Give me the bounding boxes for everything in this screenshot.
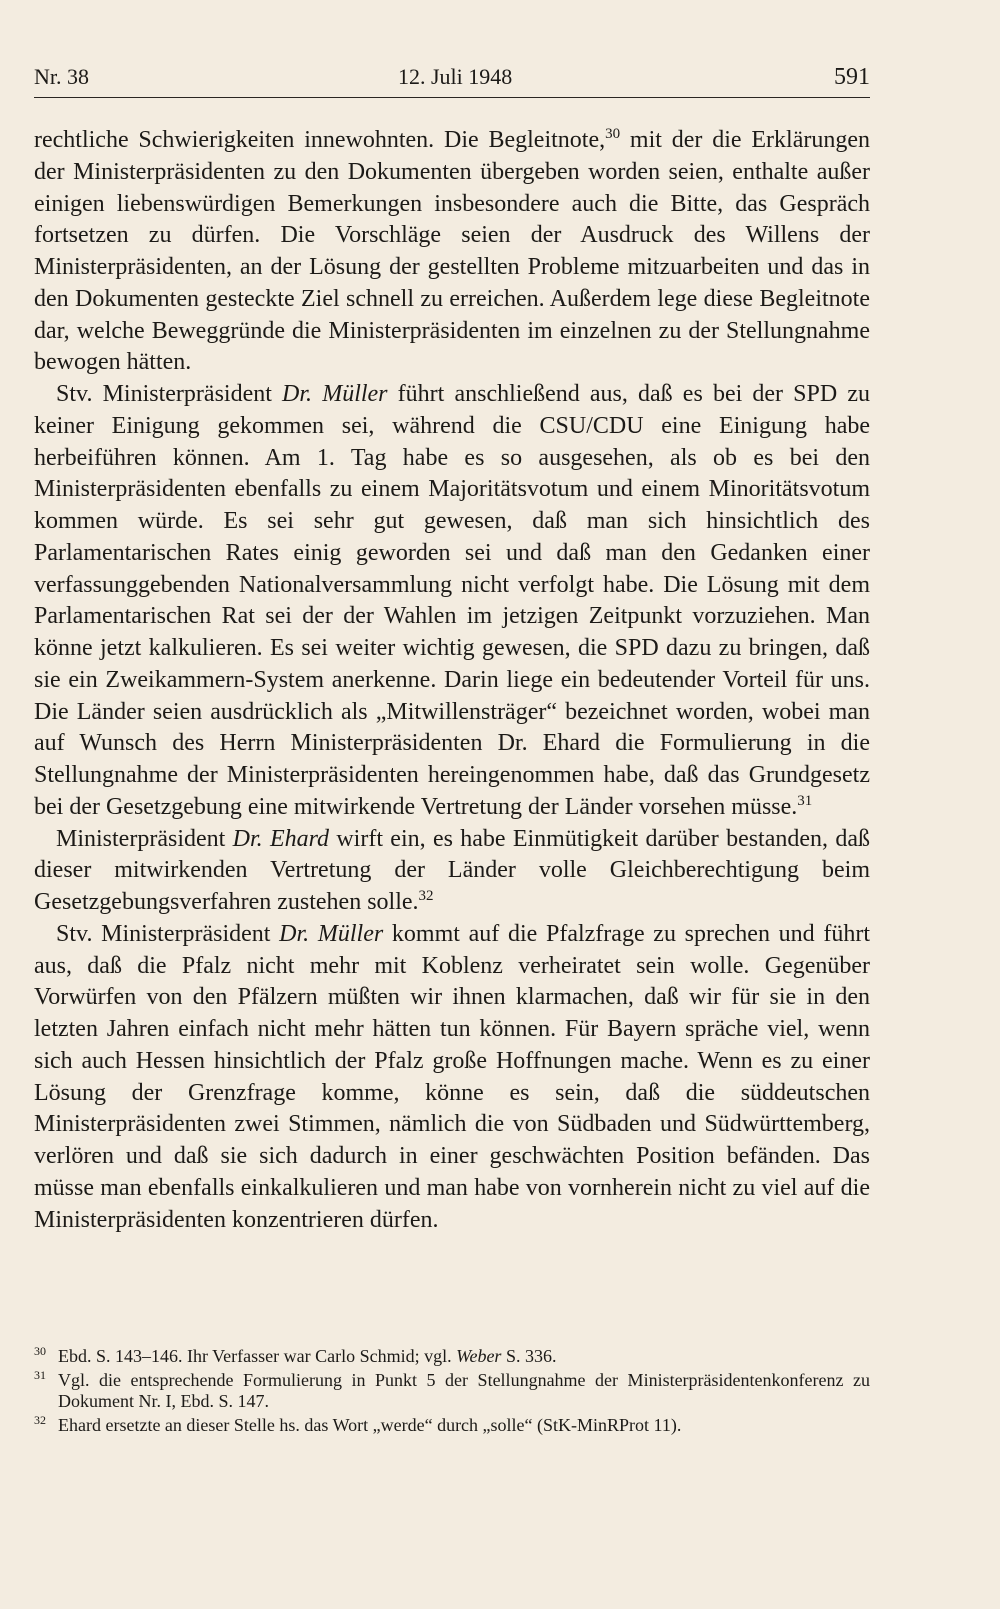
speaker-title: Dr. [282, 381, 313, 407]
footnote-number: 32 [34, 1412, 46, 1427]
speaker-title: Dr. [279, 920, 310, 947]
speaker-title: Dr. [232, 825, 263, 852]
header-rule [34, 97, 870, 98]
speaker-name: Müller [322, 381, 388, 407]
document-date: 12. Juli 1948 [398, 64, 513, 89]
footnote-number: 30 [34, 1344, 46, 1358]
paragraph-1-text-b: mit der die Erklärungen der Ministerpräsidenten zu den Dokumenten übergeben worden seien, enthalte außer einigen liebenswürdigen Bemerkungen insbesondere auch die Bitte, das Gespräch fortsetzen zu dürfen. Die Vorschläge seien der Ausdruck des Willens der Ministerpräsidenten, an der Lösung der gestellten Probleme mitzuarbeiten und das in den Dokumenten gesteckte Ziel schnell zu erreichen. Außerdem lege diese Begleitnote dar, welche Beweggründe die Ministerpräsidenten im einzelnen zu der Stellungnahme bewogen hätten. [34, 127, 870, 376]
footnote-text: Ebd. S. 143–146. Ihr Verfasser war Carlo Schmid; vgl. [58, 1346, 457, 1366]
footnotes [34, 1346, 870, 1438]
footnote-ref-30: 30 [605, 126, 621, 142]
paragraph-2-text-a: Stv. Ministerpräsident [56, 381, 283, 407]
paragraph-1 [34, 125, 870, 379]
footnote-text-end: S. 336. [501, 1346, 557, 1366]
speaker-name: Müller [317, 920, 384, 947]
body-text [34, 125, 870, 1236]
footnote-31 [34, 1367, 870, 1413]
footnote-32 [34, 1412, 870, 1437]
running-head [34, 60, 870, 94]
paragraph-2 [34, 379, 870, 824]
document-number: Nr. 38 [34, 64, 89, 89]
page-number: 591 [834, 64, 870, 90]
footnote-text: Vgl. die entsprechende Formulierung in Punkt 5 der Stellungnahme der Ministerpräsidentenkonferenz zu Dokument Nr. I, Ebd. S. 147. [58, 1369, 870, 1411]
paragraph-2-text-b: führt anschließend aus, daß es bei der SPD zu keiner Einigung gekommen sei, während die CSU/CDU eine Einigung habe herbeiführen können. Am 1. Tag habe es so ausgesehen, als ob es bei den Ministerpräsidenten ebenfalls zu einem Majoritätsvotum und einem Minoritätsvotum kommen würde. Es sei sehr gut gewesen, daß man sich hinsichtlich des Parlamentarischen Rates einig geworden sei und daß man den Gedanken einer verfassunggebenden Nationalversammlung nicht verfolgt habe. Die Lösung mit dem Parlamentarischen Rat sei der der Wahlen im jetzigen Zeitpunkt vorzuziehen. Man könne jetzt kalkulieren. Es sei weiter wichtig gewesen, die SPD dazu zu bringen, daß sie ein Zweikammern-System anerkenne. Darin liege ein bedeutender Vorteil für uns. Die Länder seien ausdrücklich als „Mitwillensträger“ bezeichnet worden, wobei man auf Wunsch des Herrn Ministerpräsidenten Dr. Ehard die Formulierung in die Stellungnahme der Ministerpräsidenten hereingenommen habe, daß das Grundgesetz bei der Gesetzgebung eine mitwirkende Vertretung der Länder vorsehen müsse. [34, 381, 871, 820]
footnote-30 [34, 1346, 870, 1368]
paragraph-3-text-a: Ministerpräsident [56, 825, 233, 852]
footnote-text: Ehard ersetzte an dieser Stelle hs. das Wort „werde“ durch „solle“ (StK-MinRProt 11). [58, 1414, 682, 1435]
speaker-name: Ehard [269, 825, 330, 852]
paragraph-4 [34, 919, 870, 1237]
footnote-ref-32: 32 [418, 888, 434, 904]
paragraph-1-text-a: rechtliche Schwierigkeiten innewohnten. Die Begleitnote, [34, 127, 606, 153]
footnote-italic-author: Weber [456, 1346, 502, 1366]
paragraph-4-text-a: Stv. Ministerpräsident [56, 920, 280, 947]
footnote-ref-31: 31 [797, 792, 813, 809]
paragraph-4-text-b: kommt auf die Pfalzfrage zu sprechen und führt aus, daß die Pfalz nicht mehr mit Koblenz verheiratet sein wolle. Gegenüber Vorwürfen von den Pfälzern müßten wir ihnen klarmachen, daß wir für sie in den letzten Jahren einfach nicht mehr hätten tun können. Für Bayern spräche viel, wenn sich auch Hessen hinsichtlich der Pfalz große Hoffnungen mache. Wenn es zu einer Lösung der Grenzfrage komme, könne es sein, daß die süddeutschen Ministerpräsidenten zwei Stimmen, nämlich die von Südbaden und Südwürttemberg, verlören und daß sie sich dadurch in einer geschwächten Position befänden. Das müsse man ebenfalls einkalkulieren und man habe von vornherein nicht zu viel auf die Ministerpräsidenten konzentrieren dürfen. [34, 920, 870, 1233]
paragraph-3-text-b: wirft ein, es habe Einmütigkeit darüber bestanden, daß dieser mitwirkenden Vertretung der Länder volle Gleichberechtigung beim Gesetzgebungsverfahren zustehen solle. [34, 825, 870, 915]
paragraph-3 [34, 824, 870, 919]
footnote-number: 31 [34, 1367, 46, 1382]
